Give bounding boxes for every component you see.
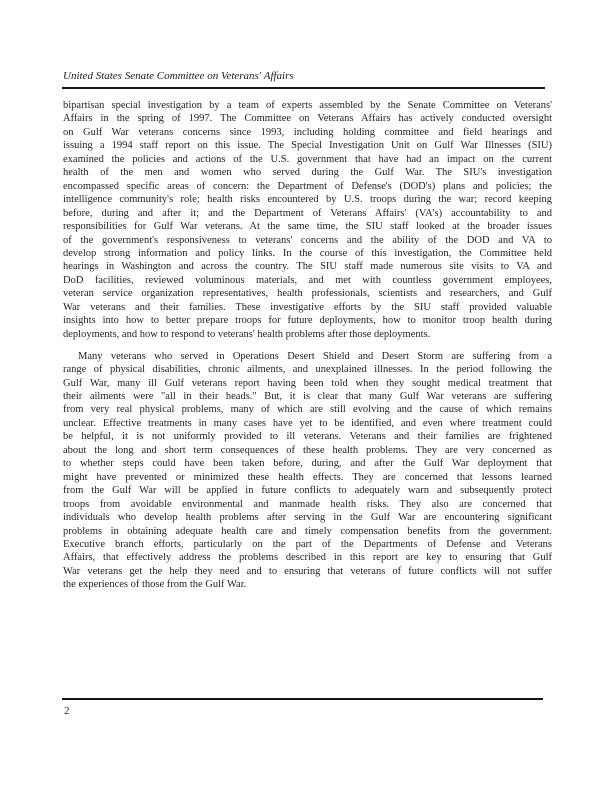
paragraph-2	[63, 350, 552, 592]
text-line: troops from avoidable environmental and manmade health risks. They also are concerned that	[63, 498, 552, 510]
text-line: to whether steps could have been taken before, during, and after the Gulf War deployment that	[63, 458, 552, 470]
text-line: Affairs in the spring of 1997. The Committee on Veterans Affairs has actively conducted oversight	[63, 113, 552, 125]
text-line: on Gulf War veterans concerns since 1993, including holding committee and field hearings and	[63, 126, 552, 138]
text-line: about the long and short term consequences of these health problems. They are very concerned as	[63, 444, 552, 456]
text-line: veteran service organization representatives, health professionals, scientists and researchers, and Gulf	[63, 288, 552, 300]
paragraph-1	[63, 99, 552, 341]
text-line: encompassed specific areas of concern: the Department of Defense's (DOD's) plans and policies; the	[63, 180, 552, 192]
page-number: 2	[64, 705, 70, 717]
text-line: deployments, and how to respond to veterans' health problems after those deployments.	[63, 328, 431, 340]
header-rule	[62, 87, 545, 89]
text-line: War veterans get the help they need and to ensuring that veterans of future conflicts will not suffer	[63, 565, 552, 577]
text-line: of the government's responsiveness to veterans' concerns and the ability of the DOD and VA to	[63, 234, 552, 246]
text-line: individuals who develop health problems after serving in the Gulf War are encountering significant	[63, 512, 552, 524]
text-line: hearings in Washington and across the country. The SIU staff made numerous site visits to VA and	[63, 261, 552, 273]
text-line: insights into how to better prepare troops for future deployments, how to monitor troop health during	[63, 315, 552, 327]
text-line: War veterans and their families. These investigative efforts by the SIU staff provided valuable	[63, 301, 552, 313]
text-line: be helpful, it is not uniformly provided to ill veterans. Veterans and their families are frightened	[63, 431, 552, 443]
text-line: might have prevented or minimized these health effects. They are concerned that lessons learned	[63, 471, 552, 483]
footer-rule	[62, 698, 543, 700]
running-header-title: United States Senate Committee on Veterans' Affairs	[63, 70, 294, 82]
text-line: health of the men and women who served during the Gulf War. The SIU's investigation	[63, 167, 552, 179]
text-line: intelligence community's role; health risks encountered by U.S. troops during the war; record keeping	[63, 194, 552, 206]
text-line: from very real physical problems, many of which are still evolving and the cause of which remains	[63, 404, 552, 416]
text-line: problems in obtaining adequate health care and timely compensation benefits from the government.	[63, 525, 552, 537]
text-line: Executive branch efforts, particularly on the part of the Departments of Defense and Veterans	[63, 539, 552, 550]
text-line: examined the policies and actions of the U.S. government that have had an impact on the current	[63, 153, 552, 165]
text-line: their ailments were "all in their heads." But, it is clear that many Gulf War veterans are suffering	[63, 391, 552, 403]
text-line: Affairs, that effectively address the problems described in this report are key to ensuring that Gulf	[63, 552, 552, 564]
text-line: unclear. Effective treatments in many cases have yet to be identified, and even where treatment could	[63, 417, 552, 429]
text-line: Many veterans who served in Operations Desert Shield and Desert Storm are suffering from a	[78, 350, 552, 362]
document-body	[63, 99, 552, 592]
text-line: bipartisan special investigation by a team of experts assembled by the Senate Committee on Veterans'	[63, 100, 552, 111]
text-line: Gulf War, many ill Gulf veterans report having been told when they sought medical treatment that	[63, 377, 552, 389]
text-line: before, during and after it; and the Department of Veterans Affairs' (VA's) accountability to and	[63, 207, 552, 219]
text-line: from the Gulf War will be applied in future conflicts to adequately warn and subsequently protect	[63, 485, 552, 497]
text-line: develop strong information and policy links. In the course of this investigation, the Committee held	[63, 247, 552, 259]
text-line: issuing a 1994 staff report on this issue. The Special Investigation Unit on Gulf War Illnesses (SIU)	[63, 140, 552, 152]
page-footer	[62, 698, 543, 717]
text-line: the experiences of those from the Gulf War.	[63, 579, 247, 591]
text-line: range of physical disabilities, chronic ailments, and unexplained illnesses. In the period following the	[63, 364, 552, 376]
text-line: DoD facilities, reviewed voluminous materials, and met with countless government employees,	[63, 274, 552, 286]
text-line: responsibilities for Gulf War veterans. At the same time, the SIU staff looked at the broader issues	[63, 221, 552, 233]
